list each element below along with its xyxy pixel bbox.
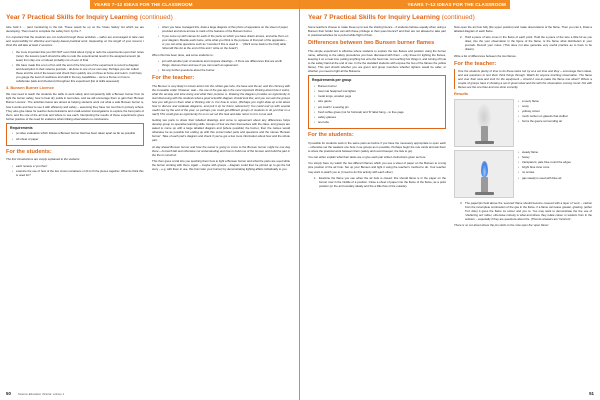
list-item: • burns the gauze surrounding air: [518, 119, 592, 123]
paragraph: The first introductions are simply explained to the students:: [6, 157, 81, 162]
page-number: 50: [6, 391, 11, 396]
paragraph: tube hold it … (and mentioning in the lab. These would be up on the 'Class Safety' list which we are developing. Then need to complete the safety form by the 7.: [6, 25, 144, 34]
list-item: • pot match / a sewing pin: [314, 105, 442, 109]
list-item: • when you have managed this, draw a large diagram of this photo of apparatus on the sheet of paper provided and show arrows to mark of the features of the Bunsen burner.: [158, 25, 290, 33]
section-heading: 3. Bunsen Burner Licence: [6, 85, 54, 91]
list-item: • the more important that you DO NOT even think about trying to redo the experiments upon their notes (note): the lessons (each should be able to redo the experimental result in the assigned amount (at least) from day one or indeed probably not of ever of final: [12, 50, 144, 62]
list-item: The paper/pin held above the 'secured' flame should become covered with a layer of 'soot' – carbon from the incomplete combustion of the gas in the flame. if a flame can leave greater, glowing; (either 'hot' dots) it gives the flame its colour and you to. You may want to demonstrate the the use of 'sheltering out' rather, otherwise nobody is what and where they relate colour or wisdom from in the solution – especially if they are questions about the. (That do answers are 'Incorrect'.: [465, 200, 592, 221]
list-item: • bright blue inner cone: [518, 165, 592, 169]
results-list: [518, 99, 592, 125]
list-item: • fresh coffee grass (not for hot/coal) and 'D' label hang – to free page: [314, 110, 442, 114]
teacher-note: One the students plenty of time to do these tasks but try at a set time and they – encourage them ideas, and ask questions to test them think things through. Watch for anyone touching observation. The flame and over their view and look for the equipment – should it one-to-make the flame one when? Where a couple of groups have it showing a set of good-noted and the with the observation coming round. Not with flames are the one than and one done correctly.: [454, 69, 592, 89]
paragraph: You simply have my watch the two different flames which you use a sheet of paper on the Bunsen to a long pins position of the air hole. Set up your Bunsen and light it using the teacher's method to do. Your teacher may want to watch you to (I need to do this activity with each other).: [308, 161, 446, 174]
bunsen-burner-icon: [481, 177, 488, 193]
paragraph: This simple experiment is effective where students to explore the two flames and position using the burner name, adhering to the safety procedures you have discussed with them – only those for lighting the flames, keeping it on a neat mat, putting anything hot onto the heat mat, not touching hot things it, and turning off (via to the safety hand at the end of use. In the the standard students with expose the two of the flames the yellow flame). This part should whether you are given and group members whether lighters would be safer, or whether you need to light all the Bunsens.: [308, 48, 446, 73]
list-item: • heavy: [518, 155, 592, 159]
bullet-list: [158, 25, 290, 50]
list-item: Examine the flame you see when the air hole is closed: this should flame is in the paper on the burner now in the middle of a position. Close a sheet of paper into the flame of the flame, as a point position (or the air boundary ideally and the a little flow of the outside).: [319, 175, 446, 188]
list-item: • safety glasses: [314, 115, 442, 119]
list-item: • a sooty flame: [518, 99, 592, 103]
requirements-title: Requirements per group: [312, 78, 352, 83]
paragraph: Some teachers choose to make these up to test the shining licence – if students behave equally when using a Bunsen their holder how can with these privilege to their pass licence? and then are not allowed to take part in practical activities for a period while flight of their.: [308, 25, 447, 38]
paragraph: Now open the air hole fully (the upper position) and make observations of the flame. Then you can it, Draw a labelled diagram of each flame.: [454, 25, 592, 34]
results-row-yellow-flame: [454, 99, 592, 147]
list-item: • (a video evaluation which follows a Bunsen burner that has been taken apart as far as possible: [12, 131, 140, 135]
list-item: • transparent, pale blue round the edges: [518, 160, 592, 164]
list-item: • wire gauze: [314, 99, 442, 103]
section-heading: For the students:: [308, 132, 354, 139]
blue-flame-photo: [454, 150, 514, 198]
left-page-column-1: [6, 25, 144, 179]
section-heading: Differences between two Bunsen burner flames: [308, 40, 435, 47]
header-text: YEARS 7–12 IDEAS FOR THE CLASSROOM: [407, 2, 506, 7]
paragraph: This then gives a trial into you teaching them how to light a Bunsen burner and what the parts are used while the burner working with them. Again – maybe with groups – diagram could then be pinned up to get the full story – e.g. with them in use, this from later your burner) by demonstrating lighting affairs individually to you.: [152, 158, 290, 172]
page-title: Year 7 Practical Skills for Inquiry Learning (continued): [308, 14, 475, 21]
list-item: • list any further questions about the burner.: [158, 68, 290, 72]
title-continued: (continued): [441, 14, 475, 21]
list-item: • yellowy colour: [518, 109, 592, 113]
left-page-column-2: [152, 25, 290, 173]
list-item: • steady flame: [518, 150, 592, 154]
results-heading: Results: [454, 91, 469, 97]
paragraph: Getting two parts to share their labelled drawings and come to agreement about any differences helps develop group co-operative learning skills. Groups of four are then themselves with the class, and groups are asked to come up with a large labelled diagram and (where possible) the burner, then the names would otherwise be as possible but ending up with this correct label parts and questions and the names 'Bunsen burner'. Take of each part's diagram and check if you've got a few more information about how and the whole part.: [152, 118, 290, 143]
section-heading: For the students:: [6, 148, 52, 155]
right-page-column-1: [308, 25, 446, 190]
list-item: • test tube: [314, 120, 442, 124]
list-item: • join with another pair of students and compare drawings – if there are differences that are worth things, discuss them and see if you can reach an agreement.: [158, 59, 290, 67]
list-item: Hold a piece of wire cross in the flame of each point. Hold the a piece of the wire a little bit as you draw, into the your observation in the figure of the flame. Is the flame what distribution in your journals. Record your notes. (This does not also generate very useful practice as to have to be drawn).: [465, 35, 592, 52]
paragraph: You can either explain what their tasks are or give each pair written instructions given as here.: [308, 155, 427, 160]
numbered-list: [314, 176, 446, 188]
burner-base: [475, 192, 494, 195]
burner-base: [475, 141, 494, 144]
list-item: • gas steady is used with blue air: [518, 176, 592, 180]
paragraph: When this has been done, ask some students to:: [152, 52, 214, 57]
list-item: • heat mat heatproof mat lighter: [314, 89, 442, 93]
list-item: • Bunsen burner: [314, 84, 442, 88]
requirements-title: Requirements: [10, 126, 33, 131]
list-item: • examine the use of how of the two crown containers on fit to fit the pieces together. What do think this is used for?: [12, 169, 144, 177]
paragraph: If possible for students work in the same pairs as before if you have the necessary appropriate to open each – otherwise set the weakest one here in as groups as is possible. Perhaps begin the role cards and ask them to share the practical work between them (safety and record keeper, the lists to go).: [308, 140, 446, 153]
list-item: • much carbon on glass/is that stuffed: [518, 114, 592, 118]
paragraph: Write a list of differences between the two flames.: [454, 53, 517, 58]
bullet-list: [12, 164, 144, 177]
list-item: • metal tongs, wooden pegs: [314, 94, 442, 98]
section-heading: For the teacher:: [454, 60, 497, 67]
bullet-list: [158, 59, 290, 72]
bunsen-burner-icon: [481, 126, 488, 142]
numbered-list: [460, 35, 592, 51]
paragraph: At day ahead Bunsen burner and how the owner is going to come to the Bunsen burner might be one day there – but we'll talk and otherwise not understanding and how to build one of the bunsen and build the part in the the to construct.: [152, 144, 290, 157]
page-number: 51: [589, 391, 594, 396]
bullet-list: [12, 50, 144, 84]
page-title: Year 7 Practical Skills for Inquiry Learning (continued): [6, 14, 173, 21]
list-item: • sooty: [518, 104, 592, 108]
results-list: [518, 150, 592, 181]
yellow-flame-photo: [454, 99, 514, 147]
paragraph: It is important that the students are not rushed through these activities – rather are encouraged to take care and responsibility for effective and inquiry-based practical work. Depending on the length of your lessons I think this will take at least 2 sessions.: [6, 35, 144, 48]
list-item: • A4 sheet of paper: [12, 137, 140, 141]
list-item: • no smoke: [518, 170, 592, 174]
paragraph: There is no cut about where the pin sticks to the note open the 'open flame'.: [454, 222, 550, 227]
paragraph: The Bunsen is very likely to known about into the rubber-gas tube, the base and the air, and the chimney with the moveable collar. However, wait – the use of the gas tap is the most important thinking about how it works, what the air-way and tube doing and what their purpose is. Drawing the diagram provides an opportunity to start discussing with the students what a good scientific diagram should look like, and you can ask the groups how you will get on them what a 'thinking site' is. For how to score. (Perhaps you might draw up a list about how to discuss and evaluate diagrams, and pull it up for future reference?) You could end up with several useful raw by the end of the year, so perhaps you could get different groups of students to do just that on a raw?) This could give an opportunity for us to set out this task and later return to it to cut as well.: [152, 83, 290, 116]
requirements-box: [308, 75, 446, 129]
numbered-list: [460, 201, 592, 221]
page-footer: Science Education Victoria: volume 1: [18, 392, 65, 396]
list-item: • We have made this a ton of fun until the end of the first part of the experiment to record a diagram and description in their science journals – all done in one of our own way. Perhaps you can collect these and the end of the lesson and check them quickly one on three at home and return. it will help you gauge the level of readiness and skill in the key capabilities – we're a theme on how to collaborate (task and checkout) throughout this experiment [list of skills assessed].: [12, 63, 144, 83]
requirements-box: [6, 123, 144, 146]
list-item: • each receive a 'you then': [12, 164, 144, 168]
paragraph: We now need to teach the students the skills to work safely and competently with a Bunsen burner from its light the burner safely, how to heat dry solids in test tubes, and we will encourage them to gain their 'Bunsen Burner Licence'. The activities below are aimed at helping students work out what a safe Bunsen burner is, how it works and how to use it with efficiency and safety – assuming they have not met this in primary school. They also give ideas for teacher demonstrations and small-solution investigations to explore the best parts of them, and the role of the air hole and where to use each. Interpreting the results of these experiments gives further practice of the need for evidence when linking observations to conclusions.: [6, 92, 144, 121]
section-heading: For the teacher:: [152, 75, 195, 82]
title-continued: (continued): [139, 14, 173, 21]
right-page-header: [300, 0, 510, 9]
blue-flame: [481, 161, 488, 177]
right-page-column-2: [454, 25, 592, 229]
left-page-header: [90, 0, 299, 9]
list-item: • If you come up with names for each of the parts on which you have drawn arrows, and write them on your diagram. Beside each name, write what you think is the purpose of that part of the apparatus – or you can write questions such as 'I wonder if this is used to …' (We'll come back to the FAQ table 'what will this do' at the end of this and / 'write on the board').: [158, 34, 290, 50]
results-row-blue-flame: [454, 150, 592, 198]
header-text: YEARS 7–12 IDEAS FOR THE CLASSROOM: [94, 2, 193, 7]
right-page: [300, 0, 600, 400]
